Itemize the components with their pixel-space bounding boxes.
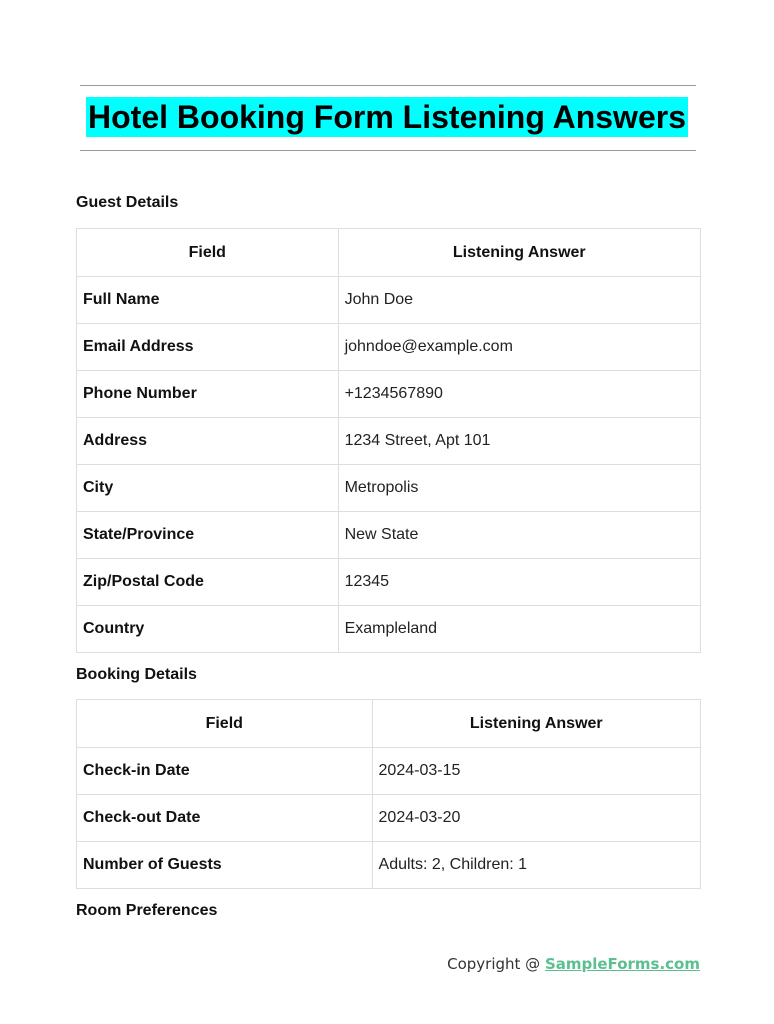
booking-details-heading: Booking Details — [76, 666, 197, 683]
field-label: Zip/Postal Code — [77, 559, 339, 606]
field-label: Number of Guests — [77, 842, 373, 889]
answer-value: 2024-03-15 — [372, 748, 700, 795]
table-row — [77, 559, 701, 606]
guest-details-table — [76, 228, 701, 653]
brand-link[interactable]: SampleForms.com — [544, 955, 700, 973]
column-header-field: Field — [77, 229, 339, 277]
table-row — [77, 795, 701, 842]
table-row — [77, 606, 701, 653]
table-header-row — [77, 229, 701, 277]
answer-value: johndoe@example.com — [338, 324, 700, 371]
title-bottom-rule — [80, 150, 696, 151]
answer-value: 12345 — [338, 559, 700, 606]
title-container — [0, 97, 774, 137]
answer-value: +1234567890 — [338, 371, 700, 418]
table-row — [77, 748, 701, 795]
table-row — [77, 324, 701, 371]
booking-details-table — [76, 699, 701, 889]
copyright-prefix: Copyright @ — [447, 955, 545, 973]
field-label: Check-out Date — [77, 795, 373, 842]
column-header-answer: Listening Answer — [372, 700, 700, 748]
room-preferences-heading: Room Preferences — [76, 902, 218, 919]
guest-details-heading: Guest Details — [76, 194, 179, 211]
field-label: State/Province — [77, 512, 339, 559]
field-label: Address — [77, 418, 339, 465]
field-label: Phone Number — [77, 371, 339, 418]
column-header-answer: Listening Answer — [338, 229, 700, 277]
table-row — [77, 512, 701, 559]
table-row — [77, 371, 701, 418]
answer-value: 1234 Street, Apt 101 — [338, 418, 700, 465]
answer-value: 2024-03-20 — [372, 795, 700, 842]
page-title: Hotel Booking Form Listening Answers — [88, 99, 686, 135]
answer-value: Adults: 2, Children: 1 — [372, 842, 700, 889]
field-label: City — [77, 465, 339, 512]
table-header-row — [77, 700, 701, 748]
table-row — [77, 842, 701, 889]
table-row — [77, 277, 701, 324]
answer-value: New State — [338, 512, 700, 559]
table-row — [77, 465, 701, 512]
answer-value: John Doe — [338, 277, 700, 324]
answer-value: Metropolis — [338, 465, 700, 512]
field-label: Email Address — [77, 324, 339, 371]
answer-value: Exampleland — [338, 606, 700, 653]
table-row — [77, 418, 701, 465]
column-header-field: Field — [77, 700, 373, 748]
field-label: Full Name — [77, 277, 339, 324]
title-top-rule — [80, 85, 696, 86]
copyright-notice — [447, 955, 700, 973]
field-label: Check-in Date — [77, 748, 373, 795]
field-label: Country — [77, 606, 339, 653]
